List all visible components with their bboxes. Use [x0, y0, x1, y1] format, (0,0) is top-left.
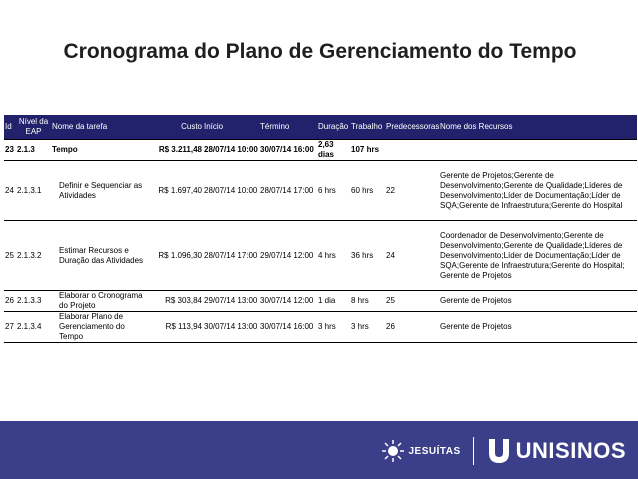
- header-inicio: Início: [203, 115, 259, 140]
- cell-id: 26: [4, 291, 16, 312]
- cell-recursos: Coordenador de Desenvolvimento;Gerente de Desenvolvimento;Gerente de Qualidade;Líderes de Desenvolvimento;Líder de Documentação;Líder de SQA;Gerente de Infraestrutura;Gerente do Hospital; Gerente de Projetos: [439, 221, 637, 291]
- table-row: [4, 291, 637, 312]
- cell-predecessoras: 22: [385, 161, 439, 221]
- table-row: [4, 312, 637, 343]
- cell-termino: 30/07/14 12:00: [259, 291, 317, 312]
- cell-nome: Elaborar o Cronograma do Projeto: [51, 291, 147, 312]
- cell-recursos: Gerente de Projetos: [439, 291, 637, 312]
- cell-trabalho: 8 hrs: [350, 291, 385, 312]
- cell-recursos: Gerente de Projetos: [439, 312, 637, 343]
- header-duracao: Duração: [317, 115, 350, 140]
- table-row: [4, 161, 637, 221]
- cell-nome: Definir e Sequenciar as Atividades: [51, 161, 147, 221]
- cell-nivel: 2.1.3: [16, 140, 51, 161]
- cell-recursos: [439, 140, 637, 161]
- header-predecessoras: Predecessoras: [385, 115, 439, 140]
- cell-trabalho: 3 hrs: [350, 312, 385, 343]
- logo-divider: [473, 437, 474, 465]
- jesuitas-logo-text: JESUÍTAS: [408, 445, 461, 457]
- cell-termino: 30/07/14 16:00: [259, 140, 317, 161]
- table-header-row: [4, 115, 637, 140]
- cell-id: 24: [4, 161, 16, 221]
- cell-inicio: 28/07/14 17:00: [203, 221, 259, 291]
- cell-termino: 28/07/14 17:00: [259, 161, 317, 221]
- header-recursos: Nome dos Recursos: [439, 115, 637, 140]
- jesuitas-sun-icon: [382, 440, 404, 462]
- cell-duracao: 1 dia: [317, 291, 350, 312]
- cell-id: 27: [4, 312, 16, 343]
- cell-inicio: 29/07/14 13:00: [203, 291, 259, 312]
- cell-trabalho: 60 hrs: [350, 161, 385, 221]
- cell-id: 23: [4, 140, 16, 161]
- unisinos-logo-text: UNISINOS: [515, 438, 626, 463]
- cell-termino: 30/07/14 16:00: [259, 312, 317, 343]
- table-row: [4, 221, 637, 291]
- cell-custo: R$ 1.697,40: [147, 161, 203, 221]
- cell-nome: Estimar Recursos e Duração das Atividades: [51, 221, 147, 291]
- cell-trabalho: 36 hrs: [350, 221, 385, 291]
- cell-predecessoras: 26: [385, 312, 439, 343]
- schedule-table: [4, 115, 637, 343]
- cell-nome: Elaborar Plano de Gerenciamento do Tempo: [51, 312, 147, 343]
- cell-custo: R$ 113,94: [147, 312, 203, 343]
- header-id: Id: [4, 115, 16, 140]
- unisinos-u-icon: [486, 437, 512, 465]
- cell-custo: R$ 3.211,48: [147, 140, 203, 161]
- cell-trabalho: 107 hrs: [350, 140, 385, 161]
- footer-bar: [0, 421, 638, 479]
- cell-termino: 29/07/14 12:00: [259, 221, 317, 291]
- page-title: Cronograma do Plano de Gerenciamento do Tempo: [63, 40, 577, 63]
- cell-predecessoras: [385, 140, 439, 161]
- logo-area: [382, 435, 626, 467]
- cell-custo: R$ 303,84: [147, 291, 203, 312]
- cell-predecessoras: 25: [385, 291, 439, 312]
- cell-custo: R$ 1.096,30: [147, 221, 203, 291]
- cell-recursos: Gerente de Projetos;Gerente de Desenvolvimento;Gerente de Qualidade;Líderes de Desenvolvimento;Líder de Documentação;Líder de SQA;Gerente de Infraestrutura;Gerente do Hospital: [439, 161, 637, 221]
- table-row: [4, 140, 637, 161]
- cell-id: 25: [4, 221, 16, 291]
- cell-nivel: 2.1.3.2: [16, 221, 51, 291]
- cell-duracao: 3 hrs: [317, 312, 350, 343]
- cell-duracao: 2,63 dias: [317, 140, 350, 161]
- cell-predecessoras: 24: [385, 221, 439, 291]
- header-termino: Término: [259, 115, 317, 140]
- cell-inicio: 30/07/14 13:00: [203, 312, 259, 343]
- cell-inicio: 28/07/14 10:00: [203, 161, 259, 221]
- cell-nivel: 2.1.3.3: [16, 291, 51, 312]
- header-nivel-eap: Nível da EAP: [16, 115, 51, 140]
- cell-nome: Tempo: [51, 140, 147, 161]
- cell-nivel: 2.1.3.1: [16, 161, 51, 221]
- header-nome-tarefa: Nome da tarefa: [51, 115, 147, 140]
- cell-duracao: 4 hrs: [317, 221, 350, 291]
- cell-inicio: 28/07/14 10:00: [203, 140, 259, 161]
- cell-duracao: 6 hrs: [317, 161, 350, 221]
- header-custo: Custo: [147, 115, 203, 140]
- cell-nivel: 2.1.3.4: [16, 312, 51, 343]
- header-trabalho: Trabalho: [350, 115, 385, 140]
